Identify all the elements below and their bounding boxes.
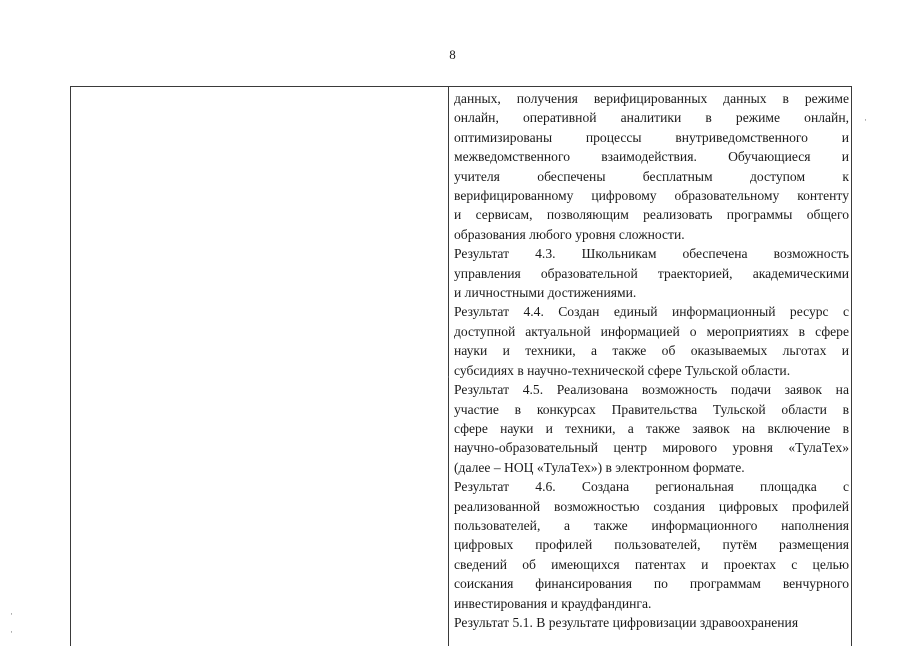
margin-mark: · bbox=[10, 627, 13, 637]
table-cell-paragraph bbox=[454, 613, 849, 632]
table-cell-paragraph bbox=[454, 244, 849, 302]
document-table bbox=[70, 86, 852, 646]
table-left-column bbox=[71, 87, 449, 646]
text-line: (далее – НОЦ «ТулаТех») в электронном формате. bbox=[454, 459, 745, 475]
text-line: участие в конкурсах Правительства Тульской области в bbox=[454, 401, 849, 417]
text-line: Результат 4.3. Школьникам обеспечена возможность bbox=[454, 246, 849, 262]
text-line: цифровых профилей пользователей, путём размещения bbox=[454, 537, 849, 553]
text-line: научно-образовательный центр мирового уровня «ТулаТех» bbox=[454, 440, 849, 456]
text-line: субсидиях в научно-технической сфере Тульской области. bbox=[454, 362, 791, 378]
margin-mark: · bbox=[447, 372, 450, 382]
table-cell-paragraph bbox=[454, 302, 849, 380]
text-line: пользователей, а также информационного наполнения bbox=[454, 517, 849, 533]
text-line: Результат 4.4. Создан единый информационный ресурс с bbox=[454, 304, 849, 320]
text-line: образования любого уровня сложности. bbox=[454, 226, 685, 242]
table-cell-paragraph bbox=[454, 380, 849, 477]
text-line: доступной актуальной информацией о мероприятиях в сфере bbox=[454, 323, 849, 339]
text-line: и личностными достижениями. bbox=[454, 285, 637, 301]
text-line: и сервисам, позволяющим реализовать программы общего bbox=[454, 207, 849, 223]
text-line: сведений об имеющихся патентах и проектах с целью bbox=[454, 556, 849, 572]
text-line: данных, получения верифицированных данных в режиме bbox=[454, 91, 849, 106]
margin-mark: · bbox=[864, 115, 867, 125]
text-line: онлайн, оперативной аналитики в режиме онлайн, bbox=[454, 110, 849, 126]
text-line: Результат 5.1. В результате цифровизации здравоохранения bbox=[454, 614, 799, 630]
text-line: науки и техники, а также об оказываемых льготах и bbox=[454, 343, 849, 359]
margin-mark: · bbox=[10, 609, 13, 619]
text-line: верифицированному цифровому образовательному контенту bbox=[454, 188, 849, 204]
text-line: соискания финансирования по программам венчурного bbox=[454, 576, 849, 592]
text-line: Результат 4.5. Реализована возможность подачи заявок на bbox=[454, 382, 849, 398]
text-line: Результат 4.6. Создана региональная площадка с bbox=[454, 479, 849, 495]
text-line: сфере науки и техники, а также заявок на включение в bbox=[454, 420, 849, 436]
text-line: межведомственного взаимодействия. Обучающиеся и bbox=[454, 149, 849, 165]
table-right-column bbox=[449, 87, 851, 646]
table-cell-paragraph bbox=[454, 89, 849, 244]
text-line: управления образовательной траекторией, академическими bbox=[454, 265, 849, 281]
table-cell-paragraph bbox=[454, 477, 849, 613]
text-line: оптимизированы процессы внутриведомственного и bbox=[454, 129, 849, 145]
page-number: 8 bbox=[449, 47, 456, 62]
text-line: инвестирования и краудфандинга. bbox=[454, 595, 652, 611]
text-line: учителя обеспечены бесплатным доступом к bbox=[454, 168, 849, 184]
text-line: реализованной возможностью создания цифровых профилей bbox=[454, 498, 849, 514]
